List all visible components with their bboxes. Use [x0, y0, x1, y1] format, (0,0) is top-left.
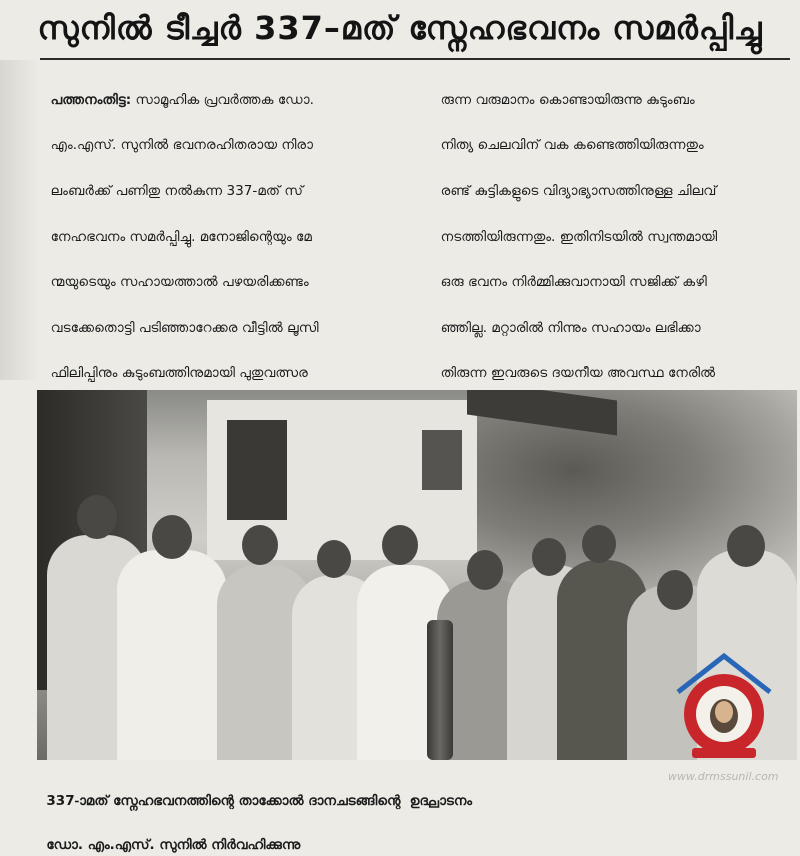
foundation-logo [672, 652, 776, 762]
text-line: ഞ്ഞില്ല. മറ്റാരിൽ നിന്നും സഹായം ലഭിക്കാ [440, 319, 701, 336]
website-watermark: www.drmssunil.com [668, 770, 779, 783]
photo-window [422, 430, 462, 490]
photo-person-head [317, 540, 351, 578]
photo-oil-lamp [427, 620, 453, 760]
text-line: ന്മയുടെയും സഹായത്താൽ പഴയരിക്കണ്ടം [50, 274, 309, 291]
article-dateline: പത്തനംതിട്ട: [50, 91, 132, 108]
text-line: വടക്കേതൊട്ടി പടിഞ്ഞാറേക്കര വീട്ടിൽ ലൂസി [50, 319, 319, 336]
text-line: ഒരു ഭവനം നിർമ്മിക്കുവാനായി സജിക്ക് കഴി [440, 274, 707, 291]
photo-caption [37, 768, 657, 856]
photo-person-head [467, 550, 503, 590]
text-line: തിരുന്ന ഇവരുടെ ദയനീയ അവസ്ഥ നേരിൽ [440, 365, 716, 382]
text-line: നിത്യ ചെലവിന് വക കണ്ടെത്തിയിരുന്നതും [440, 137, 704, 154]
text-line: ഫിലിപ്പിനും കുടുംബത്തിനുമായി പുതുവത്സര [50, 365, 308, 382]
caption-line: ഡോ. എം.എസ്. സുനിൽ നിർവഹിക്കുന്നു [46, 837, 301, 853]
text-line: ലംബർക്ക് പണിതു നൽകുന്ന 337-മത് സ് [50, 182, 304, 199]
photo-person-head [582, 525, 616, 563]
text-line: രുന്ന വരുമാനം കൊണ്ടായിരുന്നു കുടുംബം [440, 91, 695, 108]
caption-line: 337-ാമത് സ്നേഹഭവനത്തിന്റെ താക്കോൽ ദാനചടങ്ങിന്റെ ഉദ്ഘാടനം [46, 793, 473, 809]
text-line: എം.എസ്. സുനിൽ ഭവനരഹിതരായ നിരാ [50, 137, 314, 154]
article-headline: സുനിൽ ടീച്ചർ 337–മത് സ്നേഹഭവനം സമർപ്പിച്ചു [37, 8, 763, 47]
text-line: നടത്തിയിരുന്നതും. ഇതിനിടയിൽ സ്വന്തമായി [440, 228, 718, 245]
photo-person-head [657, 570, 693, 610]
photo-person-head [382, 525, 418, 565]
photo-window [227, 420, 287, 520]
text-line: സാമൂഹിക പ്രവർത്തക ഡോ. [131, 91, 314, 108]
photo-person-head [152, 515, 192, 559]
photo-person [117, 550, 227, 760]
photo-person-head [727, 525, 765, 567]
headline-rule [40, 58, 790, 60]
photo-person-head [532, 538, 566, 576]
page-edge-shadow [0, 60, 40, 380]
photo-person-head [242, 525, 278, 565]
text-line: നേഹഭവനം സമർപ്പിച്ചു. മനോജിന്റെയും മേ [50, 228, 312, 245]
photo-person-head [77, 495, 117, 539]
text-line: രണ്ട് കുട്ടികളുടെ വിദ്യാഭ്യാസത്തിനുള്ള ചിലവ് [440, 182, 717, 199]
